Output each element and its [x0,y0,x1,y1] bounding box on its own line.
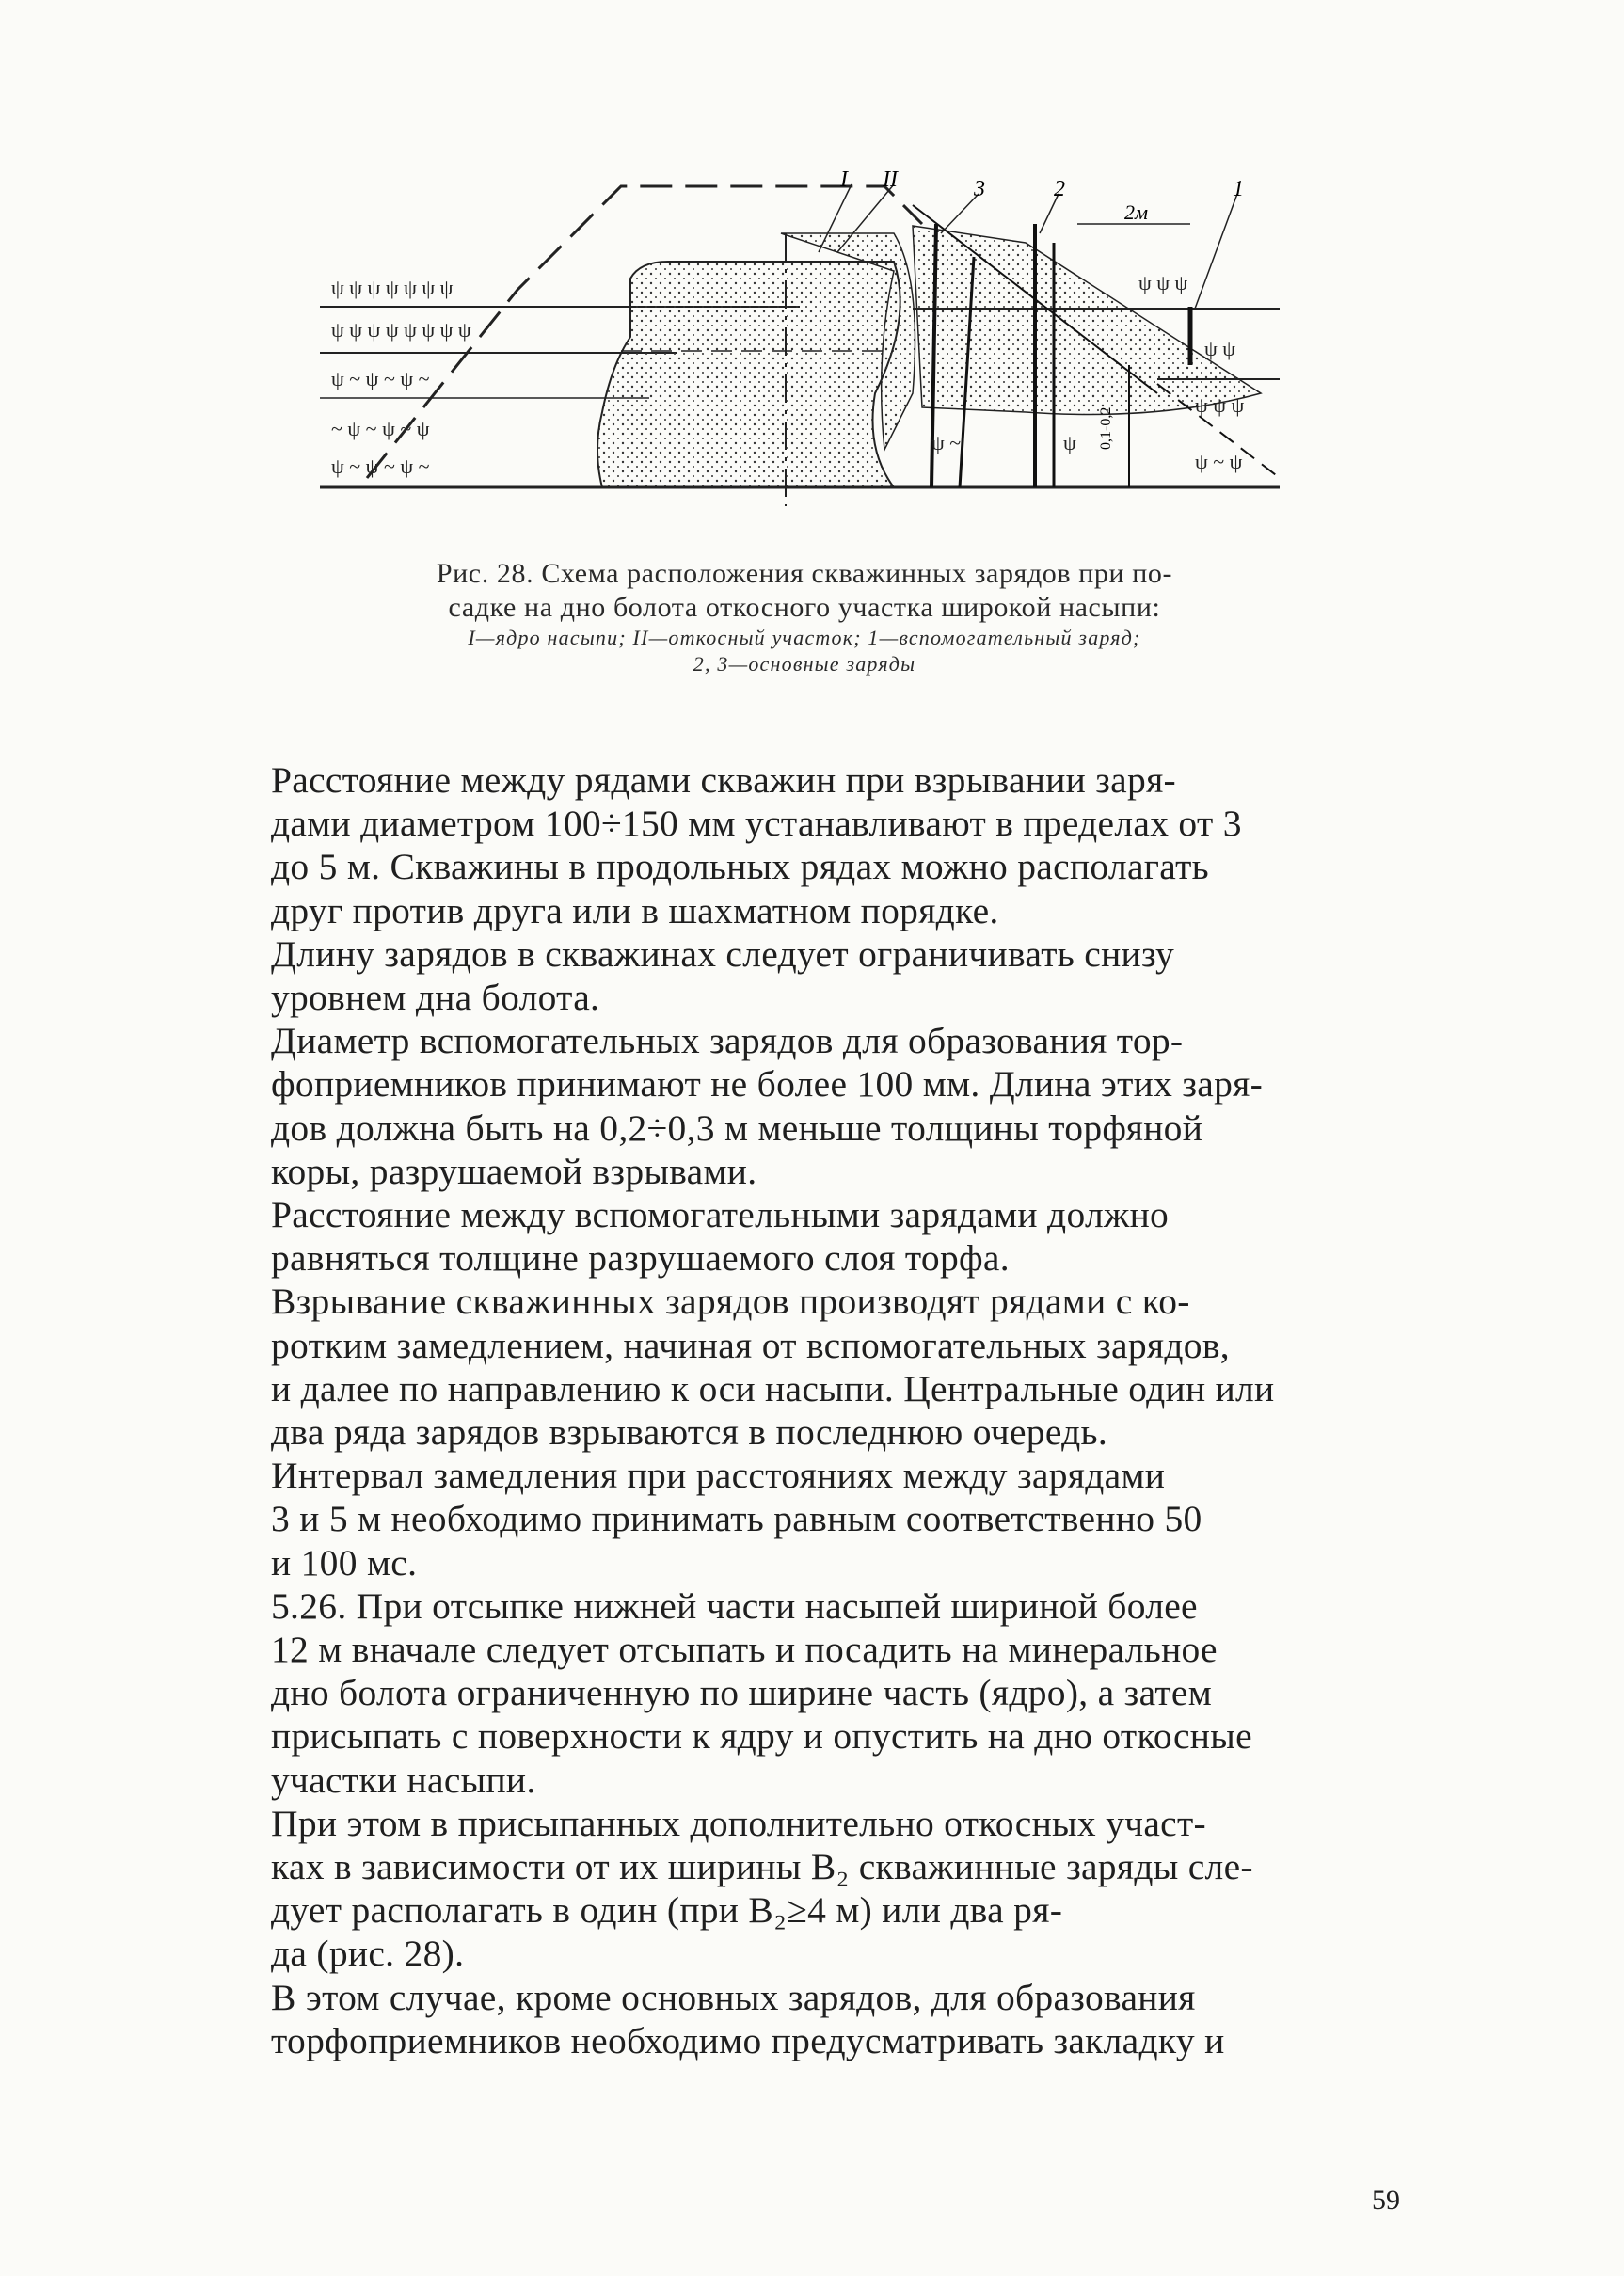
label-core: I [840,167,848,192]
leader-3 [941,194,979,233]
body-line: до 5 м. Скважины в продольных рядах можно располагать [271,846,1209,888]
body-text [271,758,1408,2062]
svg-text:ψ ~ ψ: ψ ~ ψ [1195,450,1243,473]
body-line: дно болота ограниченную по ширине часть (ядро), а затем [271,1672,1213,1714]
body-line: 12 м вначале следует отсыпать и посадить на минеральное [271,1629,1218,1671]
body-line: ках в зависимости от их ширины B₂ скважинные заряды сле- [271,1846,1253,1888]
body-line: два ряда зарядов взрываются в последнюю очередь. [271,1411,1108,1454]
body-line: присыпать с поверхности к ядру и опустить на дно откосные [271,1715,1252,1758]
label-charge-3: 3 [974,177,985,201]
body-line: Длину зарядов в скважинах следует ограничивать снизу [271,932,1175,975]
svg-text:ψ ~: ψ ~ [931,431,962,454]
body-line: равняться толщине разрушаемого слоя торфа. [271,1237,1010,1280]
caption-legend-line: I—ядро насыпи; II—откосный участок; 1—вспомогательный заряд; [468,626,1141,649]
svg-text:ψ ~ ψ ~ ψ ~: ψ ~ ψ ~ ψ ~ [331,454,430,478]
label-charge-2: 2 [1054,177,1065,201]
svg-text:ψ ψ: ψ ψ [1204,337,1236,360]
body-line: Интервал замедления при расстояниях между зарядами [271,1455,1166,1497]
caption-legend-line: 2, 3—основные заряды [693,652,916,676]
caption-line: Рис. 28. Схема расположения скважинных зарядов при по- [436,558,1173,589]
caption-line: садке на дно болота откосного участка широкой насыпи: [448,592,1161,623]
body-line: 5.26. При отсыпке нижней части насыпей шириной более [271,1584,1198,1627]
svg-text:~ ψ ~ ψ ~ ψ: ~ ψ ~ ψ ~ ψ [331,417,430,440]
body-line: торфоприемников необходимо предусматривать закладку и [271,2019,1225,2061]
body-line: дами диаметром 100÷150 мм устанавливают в пределах от 3 [271,803,1242,845]
label-slope: II [883,167,898,192]
svg-text:ψ ~ ψ ~ ψ ~: ψ ~ ψ ~ ψ ~ [331,367,430,390]
body-line: ротким замедлением, начиная от вспомогательных зарядов, [271,1324,1230,1366]
body-line: дов должна быть на 0,2÷0,3 м меньше толщины торфяной [271,1106,1203,1149]
body-line: При этом в присыпанных дополнительно откосных участ- [271,1802,1207,1844]
embankment-core [597,262,900,487]
body-line: и далее по направлению к оси насыпи. Центральные один или [271,1367,1275,1409]
svg-text:ψ ψ ψ: ψ ψ ψ [1195,393,1245,417]
body-line: коры, разрушаемой взрывами. [271,1150,757,1192]
body-line: да (рис. 28). [271,1933,465,1975]
figure-caption [320,557,1289,677]
svg-text:ψ ψ ψ ψ ψ ψ ψ: ψ ψ ψ ψ ψ ψ ψ [331,276,454,299]
label-charge-1: 1 [1233,177,1244,201]
embankment-blasting-diagram [310,167,1298,506]
body-line: фоприемников принимают не более 100 мм. Длина этих заря- [271,1063,1264,1106]
body-line: дует располагать в один (при B₂≥4 м) или два ря- [271,1889,1063,1932]
body-line: Расстояние между вспомогательными зарядами должно [271,1194,1170,1236]
svg-text:ψ ψ ψ: ψ ψ ψ [1138,271,1188,294]
figure-28 [310,167,1298,506]
body-line: Взрывание скважинных зарядов производят рядами с ко- [271,1281,1190,1323]
page-number: 59 [1372,2185,1400,2216]
body-line: уровнем дна болота. [271,977,600,1019]
svg-text:ψ ψ ψ ψ ψ ψ ψ ψ: ψ ψ ψ ψ ψ ψ ψ ψ [331,318,471,342]
body-line: и 100 мс. [271,1541,418,1584]
body-line: Расстояние между рядами скважин при взрывании заря- [271,759,1176,801]
body-line: Диаметр вспомогательных зарядов для образования тор- [271,1020,1184,1062]
body-line: В этом случае, кроме основных зарядов, для образования [271,1976,1196,2018]
leader-1 [1195,194,1237,309]
label-distance: 2м [1124,200,1149,224]
body-line: участки насыпи. [271,1759,536,1801]
svg-text:ψ: ψ [1063,431,1076,454]
body-line: 3 и 5 м необходимо принимать равным соответственно 50 [271,1498,1202,1540]
label-depth: 0,1-0,2 [1098,406,1114,450]
body-line: друг против друга или в шахматном порядке. [271,889,999,931]
